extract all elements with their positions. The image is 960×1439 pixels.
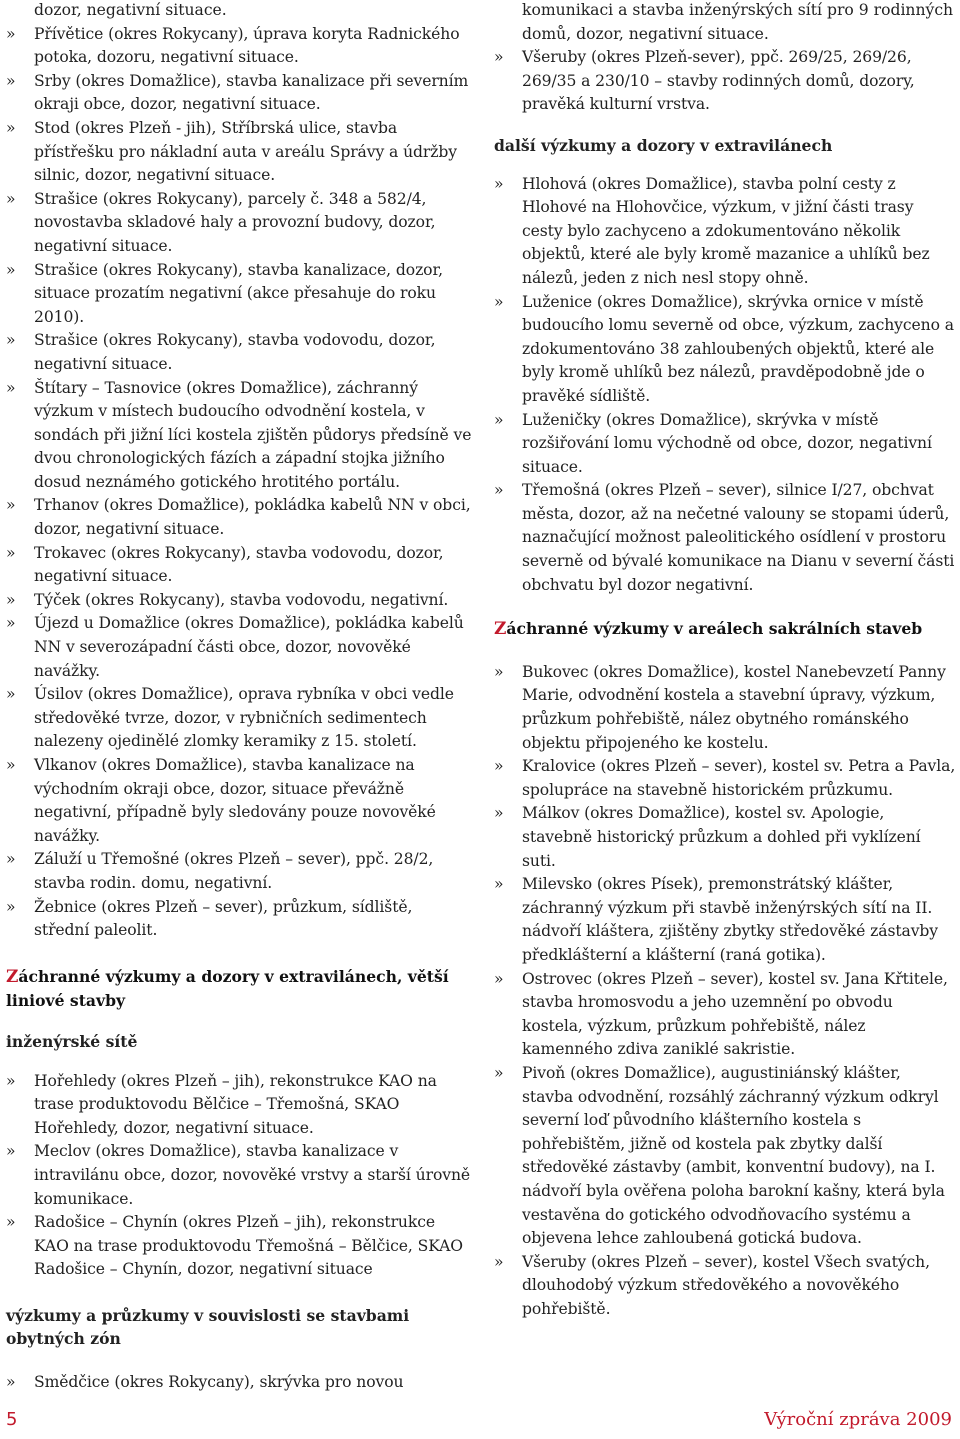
bullet-marker: » — [6, 756, 16, 774]
bullet-marker: » — [6, 1373, 16, 1392]
left-list-2 — [6, 1070, 472, 1282]
list-item-text: Málkov (okres Domažlice), kostel sv. Apologie, stavebně historický průzkum a dohled při vyklízení suti. — [522, 804, 921, 870]
list-item-text: Žebnice (okres Plzeň – sever), průzkum, sídliště, střední paleolit. — [34, 897, 413, 940]
bullet-marker: » — [494, 875, 504, 894]
list-item — [494, 479, 956, 597]
bullet-marker: » — [494, 481, 504, 500]
bullet-marker: » — [6, 685, 16, 704]
bullet-marker: » — [6, 24, 16, 43]
left-list-3 — [6, 1371, 472, 1395]
list-item-text: Trhanov (okres Domažlice), pokládka kabelů NN v obci, dozor, negativní situace. — [34, 496, 471, 539]
list-item-text: Radošice – Chynín (okres Plzeň – jih), rekonstrukce KAO na trase produktovodu Třemošná – Bělčice, SKAO Radošice – Chynín, dozor, negativní situace — [34, 1213, 463, 1279]
list-item-text: Vlkanov (okres Domažlice), stavba kanalizace na východním okraji obce, dozor, situace převážně negativní, případně byly sledovány pouze novověké navážky. — [34, 756, 436, 845]
list-item-text: Týček (okres Rokycany), stavba vodovodu, negativní. — [34, 590, 449, 609]
list-item — [6, 542, 472, 589]
list-item-text: Třemošná (okres Plzeň – sever), silnice I/27, obchvat města, dozor, až na nečetné valouny se stopami úderů, naznačující možnost paleolitického osídlení v prostoru severně od bývalé komunikace na Dianu v severní části obchvatu byl dozor negativní. — [522, 481, 955, 594]
bullet-marker: » — [494, 410, 504, 429]
list-item — [6, 754, 472, 848]
list-item — [6, 23, 472, 70]
list-item-text: Bukovec (okres Domažlice), kostel Nanebevzetí Panny Marie, odvodnění kostela a stavební úpravy, výzkum, průzkum pohřebiště, nález obytného románského objektu připojeného ke kostelu. — [522, 662, 946, 752]
bullet-marker: » — [494, 48, 504, 67]
list-item — [6, 1070, 472, 1141]
bullet-marker: » — [6, 331, 16, 350]
list-item-text: Úsilov (okres Domažlice), oprava rybníka v obci vedle středověké tvrze, dozor, v rybničních sedimentech nalezeny ojedinělé zlomky keramiky z 15. století. — [34, 685, 454, 751]
left-column — [6, 0, 472, 1395]
bullet-marker: » — [6, 1071, 16, 1090]
list-item-text: Přívětice (okres Rokycany), úprava koryta Radnického potoka, dozoru, negativní situace. — [34, 24, 460, 67]
bullet-marker: » — [6, 71, 16, 90]
list-item — [6, 259, 472, 330]
list-item-text: Luženičky (okres Domažlice), skrývka v místě rozšiřování lomu východně od obce, dozor, negativní situace. — [522, 410, 932, 476]
bullet-marker: » — [494, 757, 504, 776]
list-item — [6, 494, 472, 541]
list-item — [494, 755, 956, 802]
list-item-text: Strašice (okres Rokycany), stavba vodovodu, dozor, negativní situace. — [34, 331, 436, 373]
list-item-text: Smědčice (okres Rokycany), skrývka pro novou — [34, 1373, 404, 1392]
subheading-engineering-networks: inženýrské sítě — [6, 1031, 138, 1051]
bullet-marker: » — [6, 1213, 16, 1232]
section-heading-extravilan — [6, 965, 472, 1013]
list-item — [494, 1251, 956, 1322]
right-column — [494, 0, 956, 1321]
bullet-marker: » — [6, 260, 16, 279]
bullet-marker: » — [6, 1142, 16, 1161]
bullet-marker: » — [494, 1063, 504, 1082]
left-list-1 — [6, 23, 472, 943]
right-list-1 — [494, 46, 956, 117]
bullet-marker: » — [6, 189, 16, 208]
bullet-marker: » — [6, 614, 16, 633]
heading-text: áchranné výzkumy a dozory v extravilánech, větší liniové stavby — [6, 966, 449, 1011]
list-item — [494, 661, 956, 755]
bullet-marker: » — [6, 850, 16, 869]
list-item — [6, 117, 472, 188]
list-item — [494, 802, 956, 873]
list-item-text: Kralovice (okres Plzeň – sever), kostel sv. Petra a Pavla, spolupráce na stavebně historickém průzkumu. — [522, 757, 956, 799]
list-item-text: Záluží u Třemošné (okres Plzeň – sever), ppč. 28/2, stavba rodin. domu, negativní. — [34, 850, 434, 892]
bullet-marker: » — [494, 1252, 504, 1271]
bullet-marker: » — [6, 496, 16, 515]
bullet-marker: » — [494, 662, 504, 681]
subheading-other-extravilan: další výzkumy a dozory v extravilánech — [494, 135, 833, 155]
right-list-2 — [494, 173, 956, 598]
list-item — [494, 409, 956, 480]
list-item-text: Pivoň (okres Domažlice), augustiniánský klášter, stavba odvodnění, rozsáhlý záchranný výzkum odkryl severní loď původního klášterního kostela s pohřebištěm, jižně od kostela pak zbytky další středověké zástavby (ambit, konventní budovy), na I. nádvoří byla ověřena poloha barokní kašny, která byla vestavěna do gotického odvodňovacího systému a objevena lehce zahloubená gotická budova. — [522, 1063, 945, 1248]
list-item — [6, 589, 472, 613]
list-item-text: Ostrovec (okres Plzeň – sever), kostel sv. Jana Křtitele, stavba hromosvodu a jeho uzemnění po obvodu kostela, výzkum, průzkum pohřebiště, nález kamenného zdiva zaniklé sakristie. — [522, 969, 948, 1059]
heading-initial: Z — [494, 619, 507, 640]
list-item-text: Srby (okres Domažlice), stavba kanalizace při severním okraji obce, dozor, negativní situace. — [34, 71, 469, 114]
continued-text: komunikaci a stavba inženýrských sítí pro 9 rodinných domů, dozor, negativní situace. — [522, 1, 954, 43]
list-item — [494, 46, 956, 117]
list-item — [6, 1371, 472, 1395]
list-item — [494, 291, 956, 409]
bullet-marker: » — [6, 543, 16, 562]
list-item — [6, 377, 472, 495]
bullet-marker: » — [6, 118, 16, 137]
list-item — [6, 612, 472, 683]
bullet-marker: » — [494, 969, 504, 988]
list-item-text: Meclov (okres Domažlice), stavba kanalizace v intravilánu obce, dozor, novověké vrstvy a starší úrovně komunikace. — [34, 1142, 471, 1208]
list-item — [494, 968, 956, 1062]
bullet-marker: » — [6, 378, 16, 397]
list-item-text: Všeruby (okres Plzeň-sever), ppč. 269/25, 269/26, 269/35 a 230/10 – stavby rodinných domů, dozory, pravěká kulturní vrstva. — [522, 48, 915, 114]
bullet-marker: » — [6, 897, 16, 916]
list-item — [6, 683, 472, 754]
list-item-text: Trokavec (okres Rokycany), stavba vodovodu, dozor, negativní situace. — [34, 543, 444, 586]
page-number: 5 — [6, 1409, 18, 1430]
list-item — [6, 1211, 472, 1282]
right-list-3 — [494, 661, 956, 1322]
list-item — [494, 173, 956, 291]
list-item — [494, 1062, 956, 1251]
bullet-marker: » — [494, 292, 504, 311]
list-item-text: Strašice (okres Rokycany), parcely č. 348 a 582/4, novostavba skladové haly a provozní budovy, dozor, negativní situace. — [34, 189, 436, 255]
list-item-text: Štítary – Tasnovice (okres Domažlice), záchranný výzkum v místech budoucího odvodnění kostela, v sondách při jižní líci kostela zjištěn půdorys předsíně ve dvou chronologických fázích a západní stojka jižního dosud neznámého gotického hrotitého portálu. — [34, 378, 472, 491]
list-item — [6, 896, 472, 943]
list-item — [6, 70, 472, 117]
heading-initial: Z — [6, 966, 19, 987]
continued-text: dozor, negativní situace. — [34, 1, 227, 19]
list-item-text: Újezd u Domažlice (okres Domažlice), pokládka kabelů NN v severozápadní části obce, dozor, novověké navážky. — [34, 614, 464, 680]
list-item-text: Všeruby (okres Plzeň – sever), kostel Všech svatých, dlouhodobý výzkum středověkého a novověkého pohřebiště. — [522, 1252, 930, 1318]
list-item — [6, 188, 472, 259]
heading-text: áchranné výzkumy v areálech sakrálních staveb — [506, 619, 923, 639]
bullet-marker: » — [6, 590, 16, 609]
list-item-text: Hořehledy (okres Plzeň – jih), rekonstrukce KAO na trase produktovodu Bělčice – Třemošná, SKAO Hořehledy, dozor, negativní situace. — [34, 1071, 437, 1137]
bullet-marker: » — [494, 804, 504, 823]
list-item-text: Hlohová (okres Domažlice), stavba polní cesty z Hlohové na Hlohovčice, výzkum, v jižní části trasy cesty bylo zachyceno a zdokumentováno několik objektů, které ale byly kromě mazanice a uhlíků bez nálezů, jeden z nich nesl stopy ohně. — [522, 174, 930, 287]
list-item-text: Luženice (okres Domažlice), skrývka ornice v místě budoucího lomu severně od obce, výzkum, zachyceno a zdokumentováno 38 zahloubených objektů, které ale byly kromě uhlíků bez nálezů, pravděpodobně jde o pravěké sídliště. — [522, 292, 954, 405]
section-heading-sacral — [494, 617, 956, 642]
subheading-residential-zones: výzkumy a průzkumy v souvislosti se stavbami obytných zón — [6, 1305, 410, 1349]
report-title: Výroční zpráva 2009 — [764, 1409, 952, 1430]
list-item — [494, 873, 956, 967]
list-item — [6, 848, 472, 895]
list-item-text: Stod (okres Plzeň - jih), Stříbrská ulice, stavba přístřešku pro nákladní auta v areálu Správy a údržby silnic, dozor, negativní situace. — [34, 118, 457, 185]
list-item — [6, 1140, 472, 1211]
list-item-text: Strašice (okres Rokycany), stavba kanalizace, dozor, situace prozatím negativní (akce přesahuje do roku 2010). — [34, 260, 443, 326]
bullet-marker: » — [494, 174, 504, 193]
list-item — [6, 329, 472, 376]
list-item-text: Milevsko (okres Písek), premonstrátský klášter, záchranný výzkum při stavbě inženýrských sítí na II. nádvoří kláštera, zjištěny zbytky středověké zástavby předklášterní a klášterní (raná gotika). — [522, 875, 939, 964]
